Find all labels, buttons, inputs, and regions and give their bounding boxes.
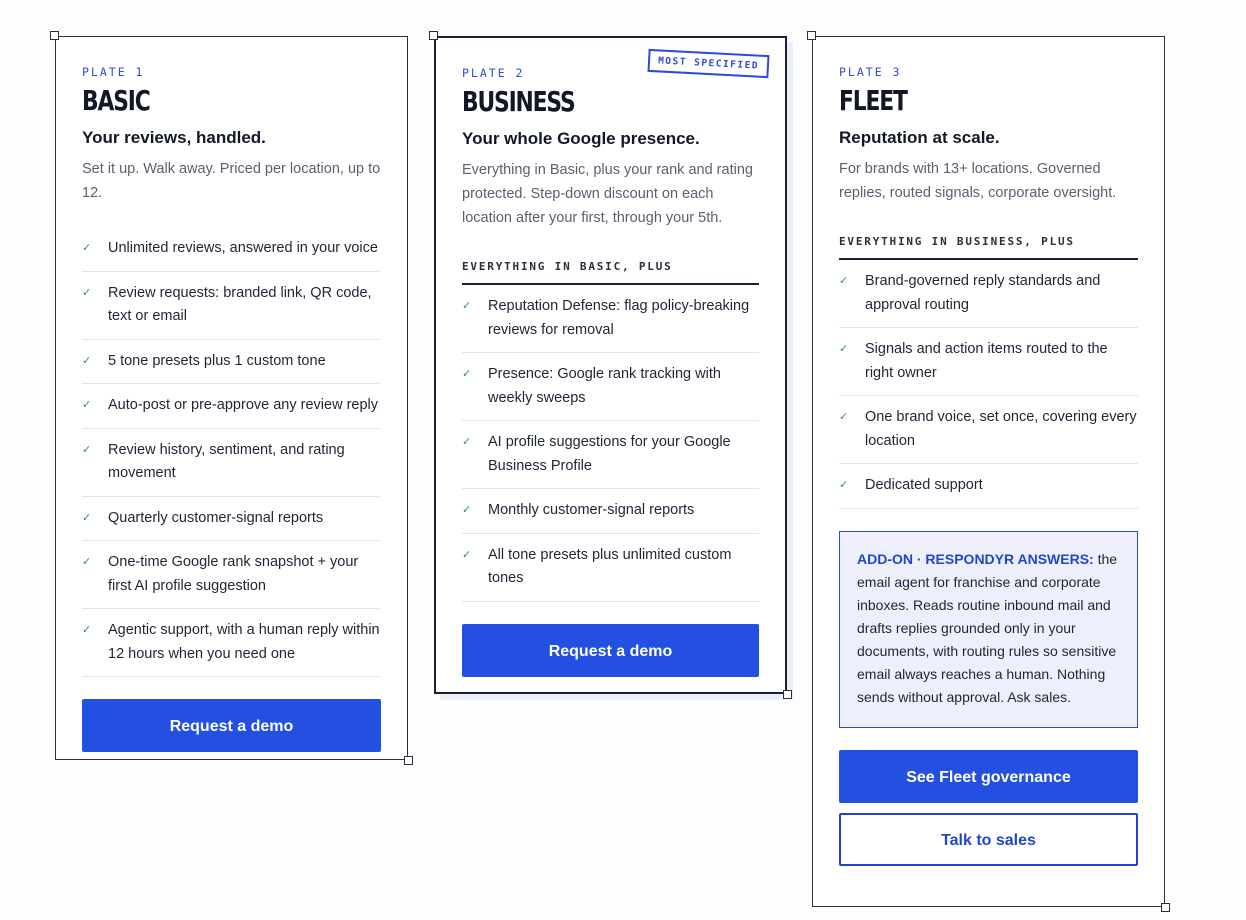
feature-text: Review requests: branded link, QR code, text or email xyxy=(108,284,372,324)
feature-item xyxy=(462,353,759,421)
plan-card-fleet xyxy=(812,36,1165,907)
feature-item xyxy=(82,340,381,385)
talk-to-sales-button[interactable]: Talk to sales xyxy=(839,813,1138,866)
feature-text: Presence: Google rank tracking with weekly sweeps xyxy=(488,366,721,406)
feature-item xyxy=(839,464,1138,509)
feature-item xyxy=(82,541,381,609)
check-icon: ✓ xyxy=(462,368,472,380)
feature-text: Dedicated support xyxy=(865,477,983,493)
check-icon: ✓ xyxy=(839,479,849,491)
feature-text: 5 tone presets plus 1 custom tone xyxy=(108,352,326,369)
see-fleet-governance-button[interactable]: See Fleet governance xyxy=(839,750,1138,803)
feature-item xyxy=(839,396,1138,464)
check-icon: ✓ xyxy=(82,399,92,411)
plan-tagline: Reputation at scale. xyxy=(839,128,1000,147)
feature-text: Unlimited reviews, answered in your voice xyxy=(108,240,378,256)
feature-item xyxy=(82,429,381,497)
plan-name: BUSINESS xyxy=(462,85,575,118)
addon-title: ADD-ON · RESPONDYR ANSWERS: xyxy=(857,550,1094,567)
corner-handle xyxy=(50,31,59,40)
corner-handle xyxy=(429,31,438,40)
plan-card-business xyxy=(434,36,787,694)
feature-text: Quarterly customer-signal reports xyxy=(108,509,324,526)
feature-text: Agentic support, with a human reply within 12 hours when you need one xyxy=(108,622,380,662)
request-demo-button[interactable]: Request a demo xyxy=(82,699,381,752)
check-icon: ✓ xyxy=(82,624,92,636)
feature-text: Reputation Defense: flag policy-breaking reviews for removal xyxy=(488,298,750,338)
plan-description: Set it up. Walk away. Priced per location, up to 12. xyxy=(82,161,381,201)
most-specified-badge: MOST SPECIFIED xyxy=(647,49,769,78)
feature-text: Review history, sentiment, and rating movement xyxy=(108,441,345,481)
corner-handle xyxy=(807,31,816,40)
feature-item xyxy=(82,227,381,272)
feature-item xyxy=(82,384,381,429)
addon-text: the email agent for franchise and corporate inboxes. Reads routine inbound mail and drafts replies grounded only in your documents, with routing rules so sensitive email always reaches a human. Nothing sends without approval. Ask sales. xyxy=(857,550,1118,705)
check-icon: ✓ xyxy=(82,242,92,254)
check-icon: ✓ xyxy=(462,548,472,561)
feature-list xyxy=(839,260,1138,509)
feature-item xyxy=(462,489,759,534)
check-icon: ✓ xyxy=(82,511,92,524)
plan-name: FLEET xyxy=(839,84,907,117)
plan-tagline: Your reviews, handled. xyxy=(82,128,266,147)
feature-item xyxy=(82,609,381,677)
plan-tagline: Your whole Google presence. xyxy=(462,129,700,148)
check-icon: ✓ xyxy=(839,343,849,355)
feature-text: Auto-post or pre-approve any review reply xyxy=(108,397,378,413)
feature-text: AI profile suggestions for your Google Business Profile xyxy=(488,434,731,474)
request-demo-button[interactable]: Request a demo xyxy=(462,624,759,677)
check-icon: ✓ xyxy=(839,275,849,287)
feature-item xyxy=(462,285,759,353)
feature-item xyxy=(462,534,759,602)
feature-item xyxy=(462,421,759,489)
section-label: EVERYTHING IN BASIC, PLUS xyxy=(462,260,759,285)
check-icon: ✓ xyxy=(82,286,92,299)
feature-text: One-time Google rank snapshot + your first AI profile suggestion xyxy=(108,554,359,594)
check-icon: ✓ xyxy=(82,354,92,367)
feature-list xyxy=(462,285,759,602)
check-icon: ✓ xyxy=(462,436,472,448)
plate-number: PLATE 3 xyxy=(839,65,902,79)
check-icon: ✓ xyxy=(82,556,92,568)
feature-text: Monthly customer-signal reports xyxy=(488,502,695,518)
feature-item xyxy=(82,272,381,340)
plate-number: PLATE 1 xyxy=(82,65,145,79)
feature-text: One brand voice, set once, covering every location xyxy=(865,409,1137,449)
addon-callout xyxy=(839,531,1138,728)
plan-card-basic xyxy=(55,36,408,760)
feature-list xyxy=(82,227,381,677)
feature-text: Brand-governed reply standards and approval routing xyxy=(865,273,1101,313)
corner-handle xyxy=(783,690,792,699)
corner-handle xyxy=(404,756,413,765)
plan-description: Everything in Basic, plus your rank and rating protected. Step-down discount on each location after your first, through your 5th. xyxy=(462,162,753,226)
check-icon: ✓ xyxy=(462,504,472,516)
check-icon: ✓ xyxy=(462,300,472,312)
plate-number: PLATE 2 xyxy=(462,66,525,80)
plan-description: For brands with 13+ locations. Governed replies, routed signals, corporate oversight. xyxy=(839,161,1117,201)
feature-text: All tone presets plus unlimited custom tones xyxy=(488,546,732,586)
feature-item xyxy=(839,260,1138,328)
section-label: EVERYTHING IN BUSINESS, PLUS xyxy=(839,235,1138,260)
feature-text: Signals and action items routed to the right owner xyxy=(865,341,1108,381)
check-icon: ✓ xyxy=(839,411,849,423)
feature-item xyxy=(839,328,1138,396)
plan-name: BASIC xyxy=(82,84,150,117)
corner-handle xyxy=(1161,903,1170,912)
check-icon: ✓ xyxy=(82,443,92,456)
feature-item xyxy=(82,497,381,542)
